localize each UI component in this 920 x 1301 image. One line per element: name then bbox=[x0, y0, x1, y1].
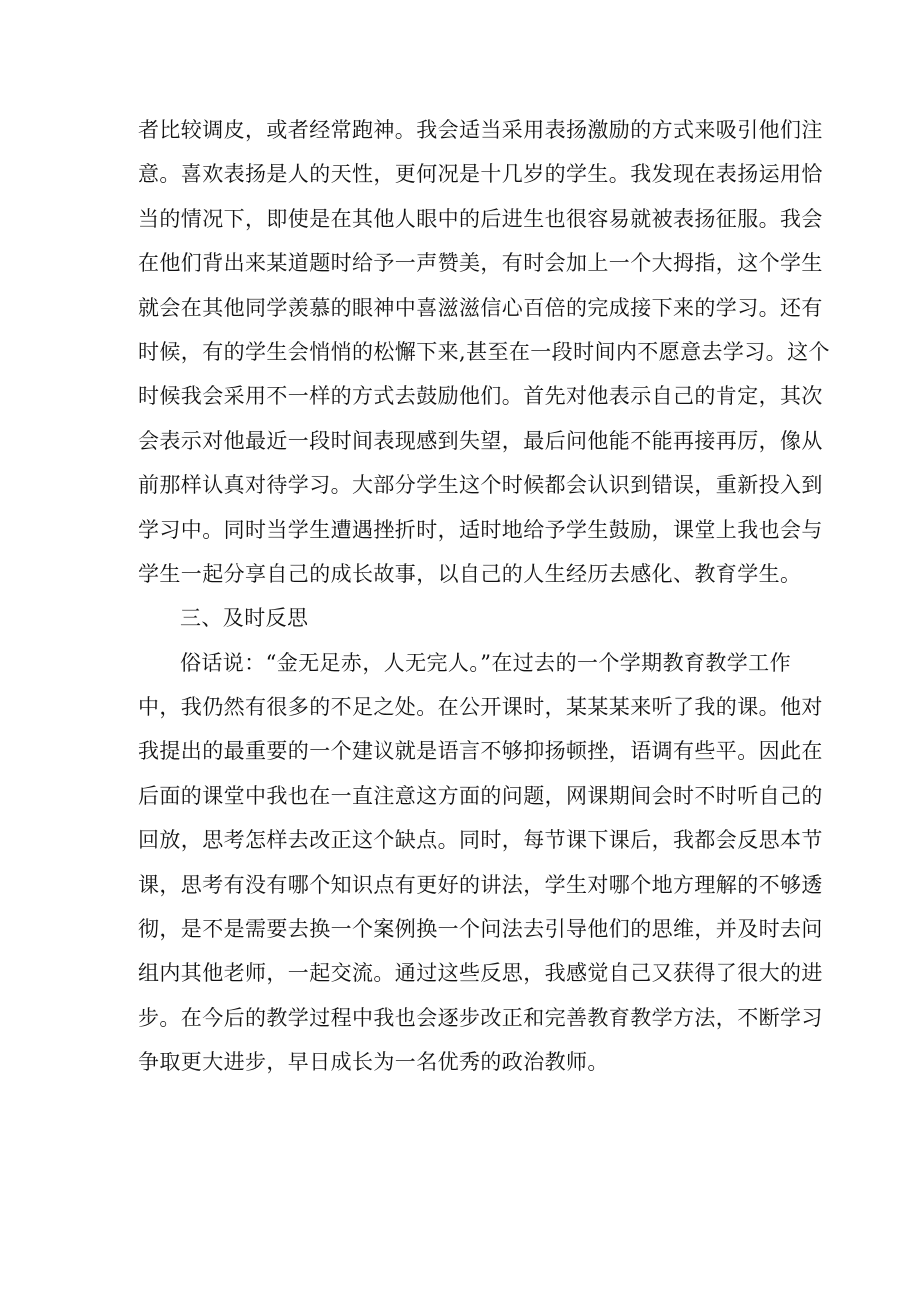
paragraph-line: 组内其他老师，一起交流。通过这些反思，我感觉自己又获得了很大的进 bbox=[138, 961, 823, 986]
paragraph-line: 者比较调皮，或者经常跑神。我会适当采用表扬激励的方式来吸引他们注 bbox=[138, 118, 823, 142]
paragraph-line: 时候，有的学生会悄悄的松懈下来,甚至在一段时间内不愿意去学习。这个 bbox=[138, 339, 830, 364]
paragraph-line: 前那样认真对待学习。大部分学生这个时候都会认识到错误，重新投入到 bbox=[138, 473, 823, 498]
section-heading: 三、及时反思 bbox=[180, 606, 309, 631]
paragraph-line: 课，思考有没有哪个知识点有更好的讲法，学生对哪个地方理解的不够透 bbox=[138, 872, 823, 897]
paragraph-line: 彻，是不是需要去换一个案例换一个问法去引导他们的思维，并及时去问 bbox=[138, 917, 823, 942]
paragraph-line: 中，我仍然有很多的不足之处。在公开课时，某某某来听了我的课。他对 bbox=[138, 695, 823, 720]
paragraph-line: 学习中。同时当学生遭遇挫折时，适时地给予学生鼓励，课堂上我也会与 bbox=[138, 517, 823, 542]
paragraph-line: 意。喜欢表扬是人的天性，更何况是十几岁的学生。我发现在表扬运用恰 bbox=[138, 162, 823, 187]
paragraph-encouragement bbox=[138, 108, 830, 596]
paragraph-line: 时候我会采用不一样的方式去鼓励他们。首先对他表示自己的肯定，其次 bbox=[138, 384, 823, 409]
paragraph-line: 我提出的最重要的一个建议就是语言不够抑扬顿挫，语调有些平。因此在 bbox=[138, 739, 823, 764]
paragraph-line: 俗话说：“金无足赤，人无完人。”在过去的一个学期教育教学工作 bbox=[180, 650, 791, 675]
paragraph-line: 就会在其他同学羡慕的眼神中喜滋滋信心百倍的完成接下来的学习。还有 bbox=[138, 295, 823, 320]
paragraph-line: 当的情况下，即使是在其他人眼中的后进生也很容易就被表扬征服。我会 bbox=[138, 206, 823, 231]
paragraph-line: 在他们背出来某道题时给予一声赞美，有时会加上一个大拇指，这个学生 bbox=[138, 251, 823, 276]
paragraph-line: 回放，思考怎样去改正这个缺点。同时，每节课下课后，我都会反思本节 bbox=[138, 828, 823, 853]
document-body bbox=[138, 108, 830, 1085]
paragraph-line: 会表示对他最近一段时间表现感到失望，最后问他能不能再接再厉，像从 bbox=[138, 428, 823, 453]
paragraph-line: 学生一起分享自己的成长故事，以自己的人生经历去感化、教育学生。 bbox=[138, 561, 802, 586]
paragraph-line: 步。在今后的教学过程中我也会逐步改正和完善教育教学方法，不断学习 bbox=[138, 1005, 823, 1030]
paragraph-reflection bbox=[138, 641, 823, 1085]
paragraph-line: 争取更大进步，早日成长为一名优秀的政治教师。 bbox=[138, 1050, 609, 1075]
paragraph-line: 后面的课堂中我也在一直注意这方面的问题，网课期间会时不时听自己的 bbox=[138, 783, 823, 808]
